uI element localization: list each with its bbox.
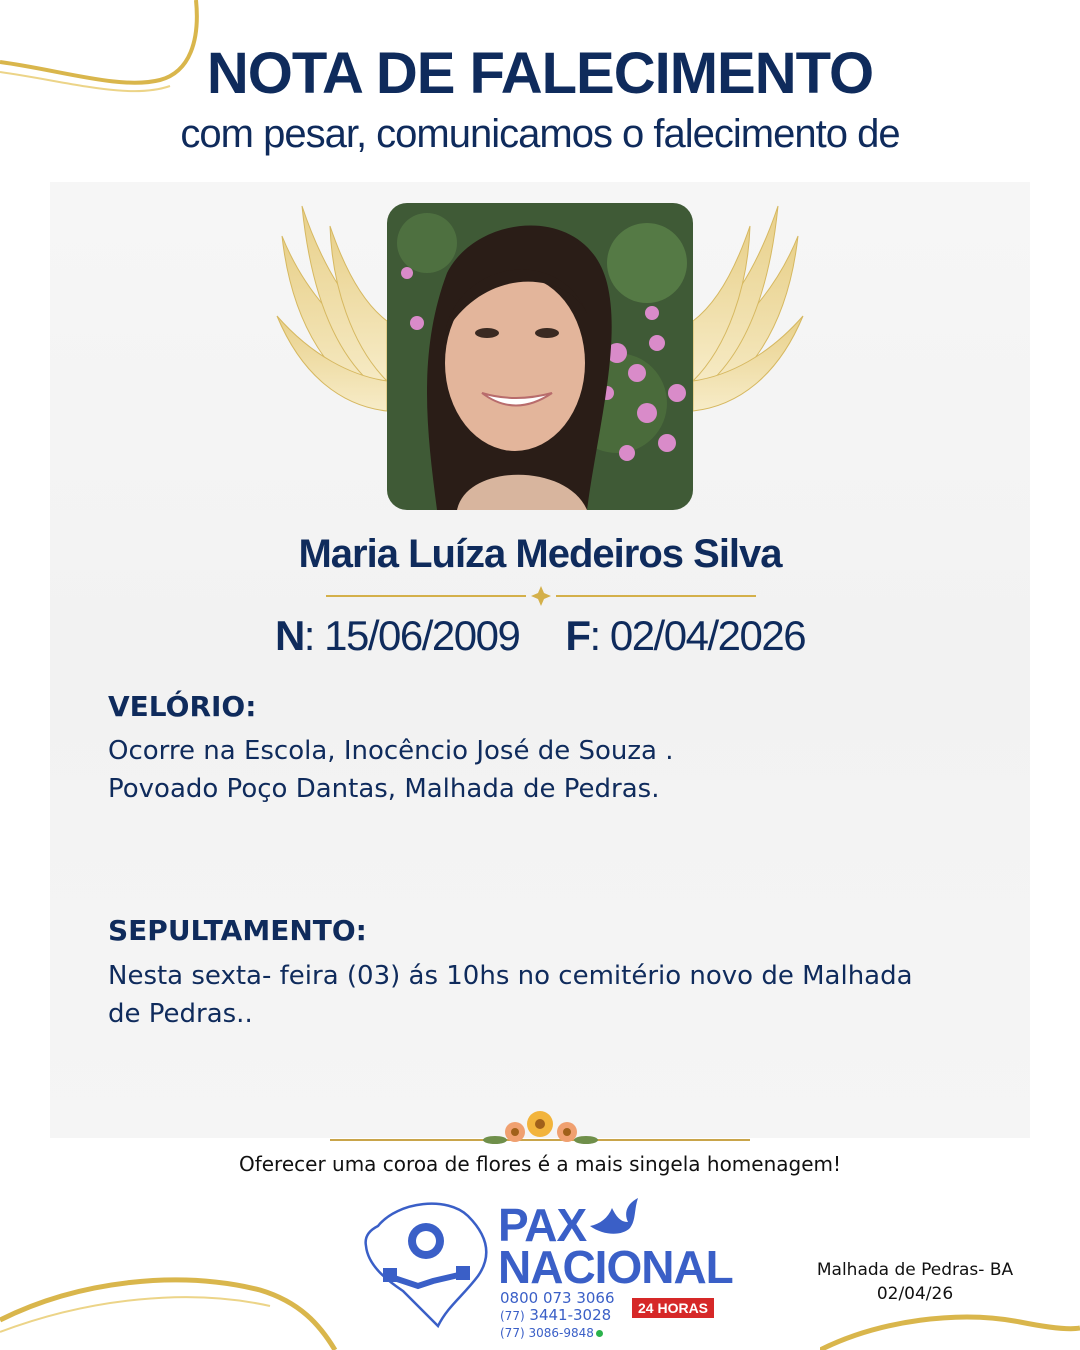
phone-tollfree[interactable]: 0800 073 3066 [500,1289,615,1307]
flower-divider-icon [330,1106,750,1156]
phone-3-prefix: (77) [500,1326,525,1340]
24h-badge: 24 HORAS [632,1298,714,1318]
page-title: NOTA DE FALECIMENTO [206,41,874,106]
brazil-map-logo-icon [358,1196,494,1330]
phone-2-prefix: (77) [500,1309,525,1323]
wake-details [108,732,988,808]
birth-label: N [274,612,304,659]
gold-swoosh-bottom-right [820,1300,1080,1350]
phone-landline[interactable]: 3441-3028 [529,1306,612,1324]
burial-line-2: de Pedras.. [108,999,253,1029]
wake-heading: VELÓRIO: [108,690,257,723]
deceased-photo [387,203,693,510]
brand-line-1: PAX [498,1199,587,1251]
brand-line-2: NACIONAL [498,1241,733,1293]
burial-heading: SEPULTAMENTO: [108,914,367,947]
location-date [790,1258,1040,1306]
phone-whatsapp[interactable]: 3086-9848 [528,1326,594,1340]
wake-line-1: Ocorre na Escola, Inocêncio José de Souza . [108,736,674,766]
whatsapp-icon [596,1330,603,1337]
death-label: F [565,612,590,659]
page-subtitle: com pesar, comunicamos o falecimento de [180,112,900,156]
life-dates: N: 15/06/2009 F: 02/04/2026 [274,612,806,659]
burial-line-1: Nesta sexta- feira (03) ás 10hs no cemitério novo de Malhada [108,961,913,991]
notice-date: 02/04/26 [876,1284,954,1304]
gold-divider [326,586,756,606]
dove-icon [586,1196,642,1240]
birth-date: 15/06/2009 [324,612,520,659]
tribute-text: Oferecer uma coroa de flores é a mais singela homenagem! [238,1152,842,1176]
death-date: 02/04/2026 [609,612,806,659]
deceased-name: Maria Luíza Medeiros Silva [298,532,782,576]
phone-numbers [500,1290,615,1342]
gold-swoosh-bottom-left [0,1270,340,1350]
wake-line-2: Povoado Poço Dantas, Malhada de Pedras. [108,774,660,804]
burial-details [108,957,988,1033]
location-text: Malhada de Pedras- BA [816,1260,1014,1280]
